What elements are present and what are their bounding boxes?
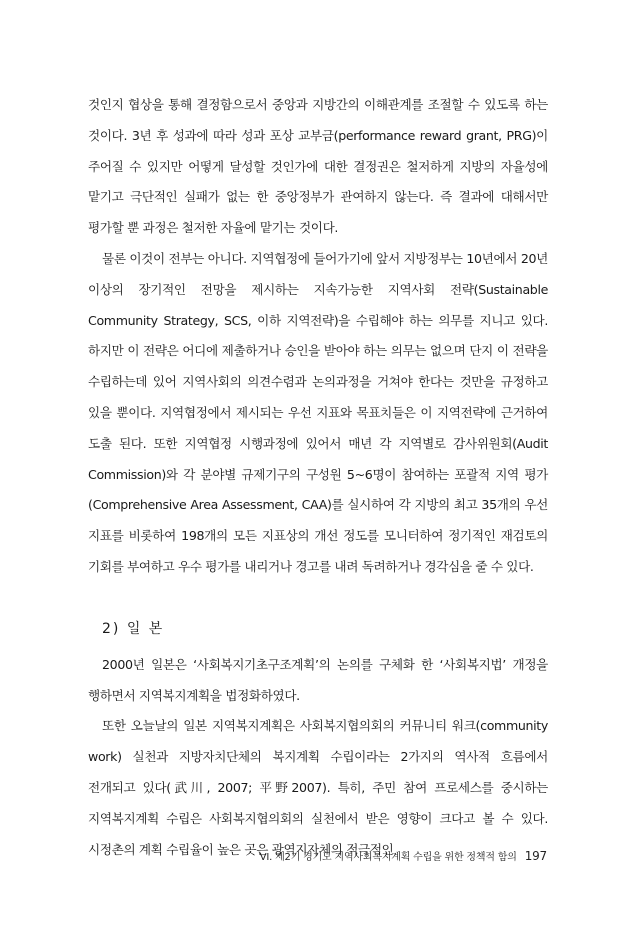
paragraph-japan-law: 2000년 일본은 ‘사회복지기초구조계획’의 논의를 구체화 한 ‘사회복지법’ 개정을 행하면서 지역복지계획을 법정화하였다. <box>88 656 548 703</box>
page-footer <box>260 848 547 863</box>
section-heading: 2) 일 본 <box>102 620 165 637</box>
page-number: 197 <box>524 849 547 863</box>
page-body <box>88 90 548 865</box>
paragraph-strategy: 물론 이것이 전부는 아니다. 지역협정에 들어가기에 앞서 지방정부는 10년에서 20년 이상의 장기적인 전망을 제시하는 지속가능한 지역사회 전략(Sustainable Community Strategy, SCS, 이하 지역전략)을 수립해야 하는 의무를 지니고 있다. 하지만 이 전략은 어디에 제출하거나 승인을 받아야 하는 의무는 없으며 단지 이 전략을 수립하는데 있어 지역사회의 의견수렴과 논의과정을 거쳐야 한다는 것만을 규정하고 있을 뿐이다. 지역협정에서 제시되는 우선 지표와 목표치들은 이 지역전략에 근거하여 도출 된다. 또한 지역협정 시행과정에 있어서 매년 각 지역별로 감사위원회(Audit Commission)와 각 분야별 규제기구의 구성원 5~6명이 참여하는 포괄적 지역 평가(Comprehensive Area Assessment, CAA)를 실시하여 각 지방의 최고 35개의 우선 지표를 비롯하여 198개의 모든 지표상의 개선 정도를 모니터하여 정기적인 재검토의 기회를 부여하고 우수 평가를 내리거나 경고를 내려 독려하거나 경각심을 줄 수 있다. <box>88 250 548 574</box>
paragraph-continuation: 것인지 협상을 통해 결정함으로서 중앙과 지방간의 이해관계를 조절할 수 있도록 하는 것이다. 3년 후 성과에 따라 성과 포상 교부금(performance reward grant, PRG)이 주어질 수 있지만 어떻게 달성할 것인가에 대한 결정권은 철저하게 지방의 자율성에 맡기고 극단적인 실패가 없는 한 중앙정부가 관여하지 않는다. 즉 결과에 대해서만 평가할 뿐 과정은 철저한 자율에 맡기는 것이다. <box>88 97 548 236</box>
paragraph-japan-plan: 또한 오늘날의 일본 지역복지계획은 사회복지협의회의 커뮤니티 워크(community work) 실천과 지방자치단체의 복지계획 수립이라는 2가지의 역사적 흐름에서 전개되고 있다(武川, 2007; 平野2007). 특히, 주민 참여 프로세스를 중시하는 지역복지계획 수립은 사회복지협의회의 실천에서 받은 영향이 크다고 볼 수 있다. 시정촌의 계획 수립율이 높은 곳은 광역지자체의 적극적인 <box>88 718 548 857</box>
running-title: VI. 제2기 경기도 지역사회복지계획 수립을 위한 정책적 함의 <box>259 852 517 863</box>
